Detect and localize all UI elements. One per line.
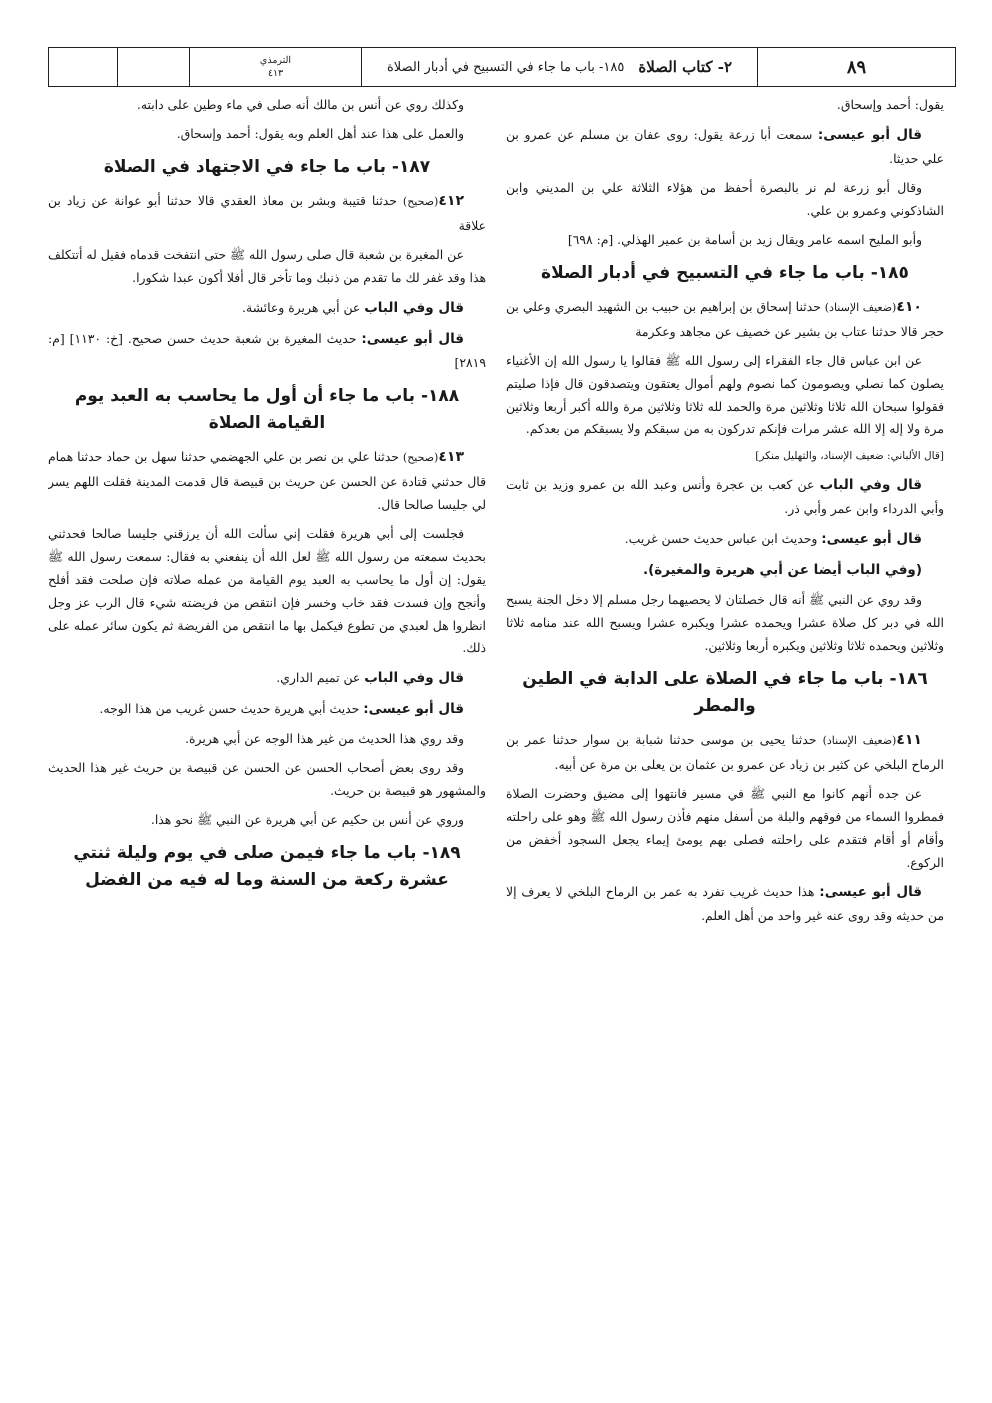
paragraph-text: سمعت أبا زرعة يقول: روى عفان بن مسلم عن عمرو بن علي حديثا. [506,126,944,166]
running-title [361,48,757,86]
reference-number: ٤١٣ [267,68,284,79]
chapter-heading-188: ١٨٨- باب ما جاء أن أول ما يحاسب به العبد يوم القيامة الصلاة [74,385,460,433]
hadith-number: ٤١٠ [896,298,922,315]
header-empty-cell [117,48,189,86]
hadith-413-matn: فجلست إلى أبي هريرة فقلت إني سألت الله أن يرزقني جليسا صالحا فحدثني بحديث سمعته من رسول الله ﷺ لعل الله أن ينفعني به فقال: سمعت رسول الله ﷺ يقول: إن أول ما يحاسب به العبد يوم القيامة من عمله صلاته فإن صلحت فقد أفلح وأنجح وإن فسدت فقد خاب وخسر فإن انتقص من فريضته شيء قال الرب عز وجل انظروا هل لعبدي من تطوع فيكمل بها ما انتقص من الفريضة ثم يكون سائر عمله على ذلك. [48,525,486,656]
qal-label: قال أبو عيسى: [361,330,464,347]
paragraph-text: هذا حديث غريب تفرد به عمر بن الرماح البلخي لا يعرف إلا من حديثه وقد روى عنه غير واحد من أهل العلم. [506,884,944,924]
hadith-410-matn: عن ابن عباس قال جاء الفقراء إلى رسول الله ﷺ فقالوا يا رسول الله إن الأغنياء يصلون كما نصلي ويصومون كما نصوم ولهم أموال يعتقون ويتصدقون قال فإذا صليتم فقولوا سبحان الله ثلاثا وثلاثين مرة والحمد لله ثلاثا وثلاثين مرة والله أكبر أربعا وثلاثين مرة ولا إله إلا الله عشر مرات فإنكم تدركون به من سبقكم ولا يسبقكم من بعدكم. [506,352,944,437]
chapter-title: ١٨٥- باب ما جاء في التسبيح في أدبار الصلاة [387,59,625,75]
qal-label: قال وفي الباب [364,299,464,316]
paragraph-text: عن تميم الداري. [276,670,365,686]
right-column [506,94,944,1369]
chapter-heading-187: ١٨٧- باب ما جاء في الاجتهاد في الصلاة [103,156,431,177]
hadith-410-isnad [506,295,944,344]
paragraph: وكذلك روي عن أنس بن مالك أنه صلى في ماء وطين على دابته. [136,97,464,112]
isnad-text: حدثنا علي بن نصر بن علي الجهضمي حدثنا سهل بن حماد حدثنا همام قال حدثني قتادة عن الحسن عن حريث بن قبيصة قال قدمت المدينة فقلت اللهم يسر لي جليسا صالحا قال. [48,449,486,512]
paragraph: وقد روي عن النبي ﷺ أنه قال خصلتان لا يحصيهما رجل مسلم إلا دخل الجنة يسبح الله في دبر كل صلاة عشرا ويحمده عشرا ويكبره عشرا ويسبح الله عند منامه ثلاثا وثلاثين ويحمده ثلاثا وثلاثين ويكبره أربعا وثلاثين. [506,591,944,653]
paragraph [506,527,944,552]
paragraph [48,666,486,691]
paragraph-text: حديث المغيرة بن شعبة حديث حسن صحيح. [خ: ١١٣٠] [م: ٢٨١٩] [48,330,486,370]
hadith-number: ٤١١ [896,731,922,748]
paragraph-text: وحديث ابن عباس حديث حسن غريب. [624,530,822,546]
hadith-412-matn: عن المغيرة بن شعبة قال صلى رسول الله ﷺ حتى انتفخت قدماه فقيل له أتتكلف هذا وقد غفر لك ما تقدم من ذنبك وما تأخر قال أفلا أكون عبدا شكورا. [48,246,486,285]
paragraph [506,473,944,521]
paragraph [48,296,486,321]
chapter-heading-186: ١٨٦- باب ما جاء في الصلاة على الدابة في الطين والمطر [522,668,928,716]
hadith-grade: (ضعيف الإسناد) [824,300,897,314]
paragraph-text: عن كعب بن عجرة وأنس وعبد الله بن عمرو وزيد بن ثابت وأبي الدرداء وابن عمر وأبي ذر. [506,476,944,516]
hadith-413-isnad [48,445,486,517]
hadith-411-isnad [506,728,944,777]
left-column [48,94,486,1369]
qal-label: قال أبو عيسى: [817,126,922,143]
qal-label: قال أبو عيسى: [363,701,464,718]
paragraph [506,123,944,171]
qal-label: قال أبو عيسى: [821,530,922,547]
paragraph: وقد روي هذا الحديث من غير هذا الوجه عن أبي هريرة. [185,731,464,747]
albani-note: [قال الألباني: ضعيف الإسناد، والتهليل منكر] [755,450,944,463]
hadith-number: ٤١٣ [438,449,464,466]
page-header [48,47,956,87]
paragraph: وقال أبو زرعة لم نر بالبصرة أحفظ من هؤلاء الثلاثة علي بن المديني وابن الشاذكوني وعمرو بن علي. [506,179,944,218]
reference-name: الترمذي [259,55,292,66]
isnad-text: حدثنا إسحاق بن إبراهيم بن حبيب بن الشهيد البصري وعلي بن حجر قالا حدثنا عتاب بن بشير عن خصيف عن مجاهد وعكرمة [506,298,944,339]
paragraph [48,327,486,375]
paragraph [506,880,944,928]
isnad-text: حدثنا يحيى بن موسى حدثنا شبابة بن سوار حدثنا عمر بن الرماح البلخي عن كثير بن زياد عن عمرو بن عثمان بن يعلى بن مرة عن أبيه. [506,731,944,772]
reference-box [189,48,361,86]
hadith-number: ٤١٢ [438,193,464,210]
header-empty-cell [49,48,117,86]
paragraph: وقد روى بعض أصحاب الحسن عن الحسن عن قبيصة بن حريث غير هذا الحديث والمشهور هو قبيصة بن حريث. [48,760,486,799]
qal-label: قال وفي الباب [819,476,922,493]
paragraph-text: حديث أبي هريرة حديث حسن غريب من هذا الوجه. [99,701,364,717]
paragraph: وأبو المليح اسمه عامر ويقال زيد بن أسامة بن عمير الهذلي. [م: ٦٩٨] [567,231,922,247]
paragraph: والعمل على هذا عند أهل العلم وبه يقول: أحمد وإسحاق. [176,125,464,141]
paragraph-text: عن أبي هريرة وعائشة. [242,299,365,315]
hadith-grade: (صحيح) [402,195,439,209]
hadith-412-isnad [48,189,486,238]
paragraph: يقول: أحمد وإسحاق. [836,97,944,112]
isnad-text: حدثنا قتيبة وبشر بن معاذ العقدي قالا حدثنا أبو عوانة عن زياد بن علاقة [48,193,486,233]
paragraph [48,697,486,722]
chapter-heading-189: ١٨٩- باب ما جاء فيمن صلى في يوم وليلة ثنتي عشرة ركعة من السنة وما له فيه من الفضل [73,843,461,891]
hadith-grade: (ضعيف الإسناد) [822,733,897,747]
qal-label: قال وفي الباب [364,670,464,687]
hadith-grade: (صحيح) [402,451,439,465]
page-number: ٨٩ [757,48,955,86]
hadith-411-matn: عن جده أنهم كانوا مع النبي ﷺ في مسير فانتهوا إلى مضيق وحضرت الصلاة فمطروا السماء من فوقهم والبلة من أسفل منهم فأذن رسول الله ﷺ وهو على راحلته وأقام أو أقام فتقدم على راحلته فصلى بهم يومئ إيماء يجعل السجود أخفض من الركوع. [506,785,944,870]
chapter-heading-185: ١٨٥- باب ما جاء في التسبيح في أدبار الصلاة [541,262,909,283]
paragraph: (وفي الباب أيضا عن أبي هريرة والمغيرة). [642,561,922,578]
paragraph: وروي عن أنس بن حكيم عن أبي هريرة عن النبي ﷺ نحو هذا. [150,812,464,828]
qal-label: قال أبو عيسى: [819,884,922,901]
book-title: ٢- كتاب الصلاة [638,58,733,76]
